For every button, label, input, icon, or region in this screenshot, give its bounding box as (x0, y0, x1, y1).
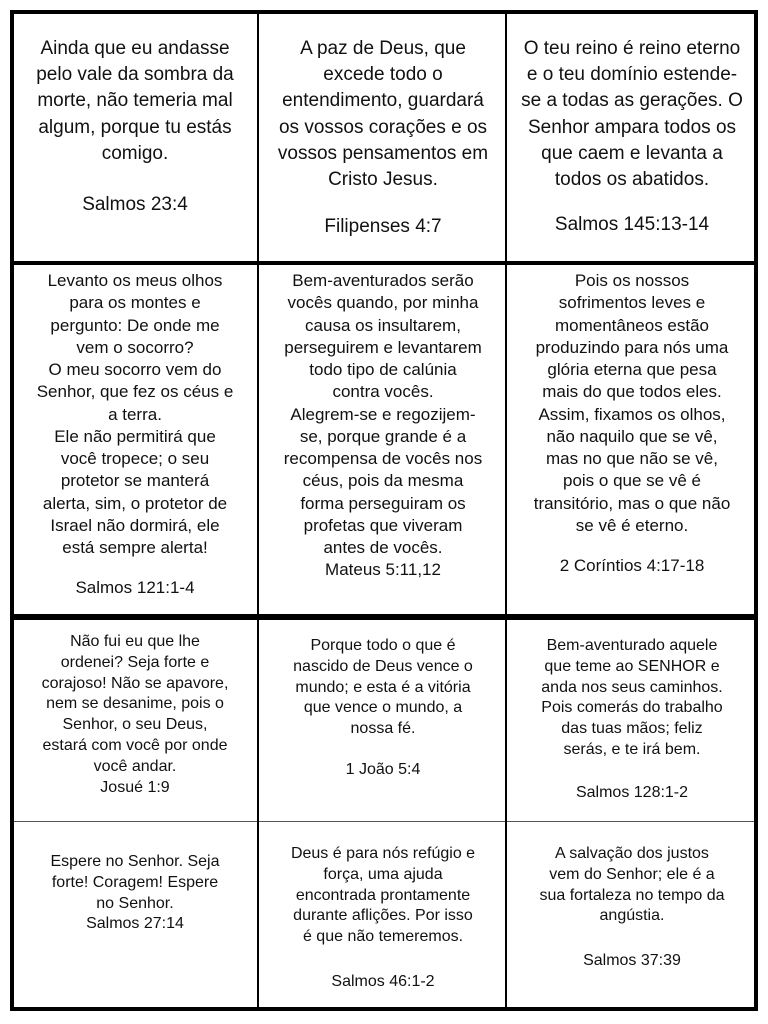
verse-text: Ainda que eu andasse pelo vale da sombra da morte, não temeria mal algum, porque tu estás comigo. (36, 38, 234, 164)
row-divider-1 (10, 261, 758, 265)
verse-card-4 (12, 266, 258, 612)
verse-reference: Mateus 5:11,12 (325, 560, 441, 580)
verse-card-8 (260, 622, 506, 822)
verse-reference: Josué 1:9 (100, 778, 170, 796)
verse-text: Não fui eu que lhe ordenei? Seja forte e corajoso! Não se apavore, nem se desanime, pois o Senhor, o seu Deus, estará com você por onde você andar. (41, 633, 229, 775)
verse-text: A salvação dos justos vem do Senhor; ele é a sua fortaleza no tempo da angústia. (539, 845, 725, 925)
verse-reference: Salmos 37:39 (583, 952, 681, 970)
verse-card-11 (260, 824, 506, 1008)
verse-reference: Filipenses 4:7 (324, 216, 442, 238)
verse-card-6 (508, 266, 756, 612)
verse-card-7 (12, 622, 258, 822)
verse-reference: 2 Coríntios 4:17-18 (559, 556, 705, 576)
verse-reference: Salmos 46:1-2 (331, 972, 435, 990)
verse-card-10 (12, 824, 258, 1008)
verse-reference: Salmos 128:1-2 (575, 783, 689, 801)
row-divider-2 (10, 614, 758, 620)
column-divider-2 (505, 12, 507, 1009)
verse-text: Levanto os meus olhos para os montes e pergunto: De onde me vem o socorro? O meu socorro vem do Senhor, que fez os céus e a terra. Ele não permitirá que você tropece; o seu protetor se manterá alerta, sim, o protetor de Israel não dormirá, ele está sempre alerta! (36, 271, 234, 558)
verse-text: A paz de Deus, que excede todo o entendimento, guardará os vossos corações e os vossos pensamentos em Cristo Jesus. (277, 38, 489, 191)
verse-card-12 (508, 824, 756, 1008)
verse-reference: Salmos 27:14 (86, 915, 184, 933)
verse-text: Espere no Senhor. Seja forte! Coragem! Espere no Senhor. (50, 853, 220, 912)
verse-text: Deus é para nós refúgio e força, uma ajuda encontrada prontamente durante aflições. Por isso é que não temeremos. (290, 845, 476, 946)
verse-card-9 (508, 622, 756, 822)
verse-text: Pois os nossos sofrimentos leves e momentâneos estão produzindo para nós uma glória eterna que pesa mais do que todos eles. Assim, fixamos os olhos, não naquilo que se vê, mas no que não se vê, pois o que se vê é transitório, mas o que não se vê é eterno. (533, 271, 731, 535)
verse-card-1 (12, 14, 258, 260)
frame-top (10, 10, 758, 14)
row-divider-3 (14, 821, 754, 822)
verse-card-3 (508, 14, 756, 260)
verse-reference: Salmos 145:13-14 (554, 214, 710, 236)
frame-left (10, 10, 14, 1011)
verse-text: Porque todo o que é nascido de Deus vence o mundo; e esta é a vitória que vence o mundo, a nossa fé. (293, 637, 473, 738)
verse-reference: Salmos 23:4 (82, 194, 188, 216)
verse-card-5 (260, 266, 506, 612)
frame-bottom (10, 1007, 758, 1011)
verse-text: O teu reino é reino eterno e o teu domínio estende- se a todas as gerações. O Senhor ampara todos os que caem e levanta a todos os abatidos. (521, 38, 743, 191)
verse-text: Bem-aventurado aquele que teme ao SENHOR e anda nos seus caminhos. Pois comerás do trabalho das tuas mãos; feliz serás, e te irá bem. (541, 637, 723, 758)
verse-reference: 1 João 5:4 (345, 760, 421, 778)
verse-reference: Salmos 121:1-4 (75, 578, 195, 598)
column-divider-1 (257, 12, 259, 1009)
frame-right (754, 10, 758, 1011)
verse-text: Bem-aventurados serão vocês quando, por minha causa os insultarem, perseguirem e levantarem todo tipo de calúnia contra vocês. Alegrem-se e regozijem- se, porque grande é a recompensa de vocês nos céus, pois da mesma forma perseguiram os profetas que viveram antes de vocês. (283, 271, 483, 558)
verse-card-2 (260, 14, 506, 260)
